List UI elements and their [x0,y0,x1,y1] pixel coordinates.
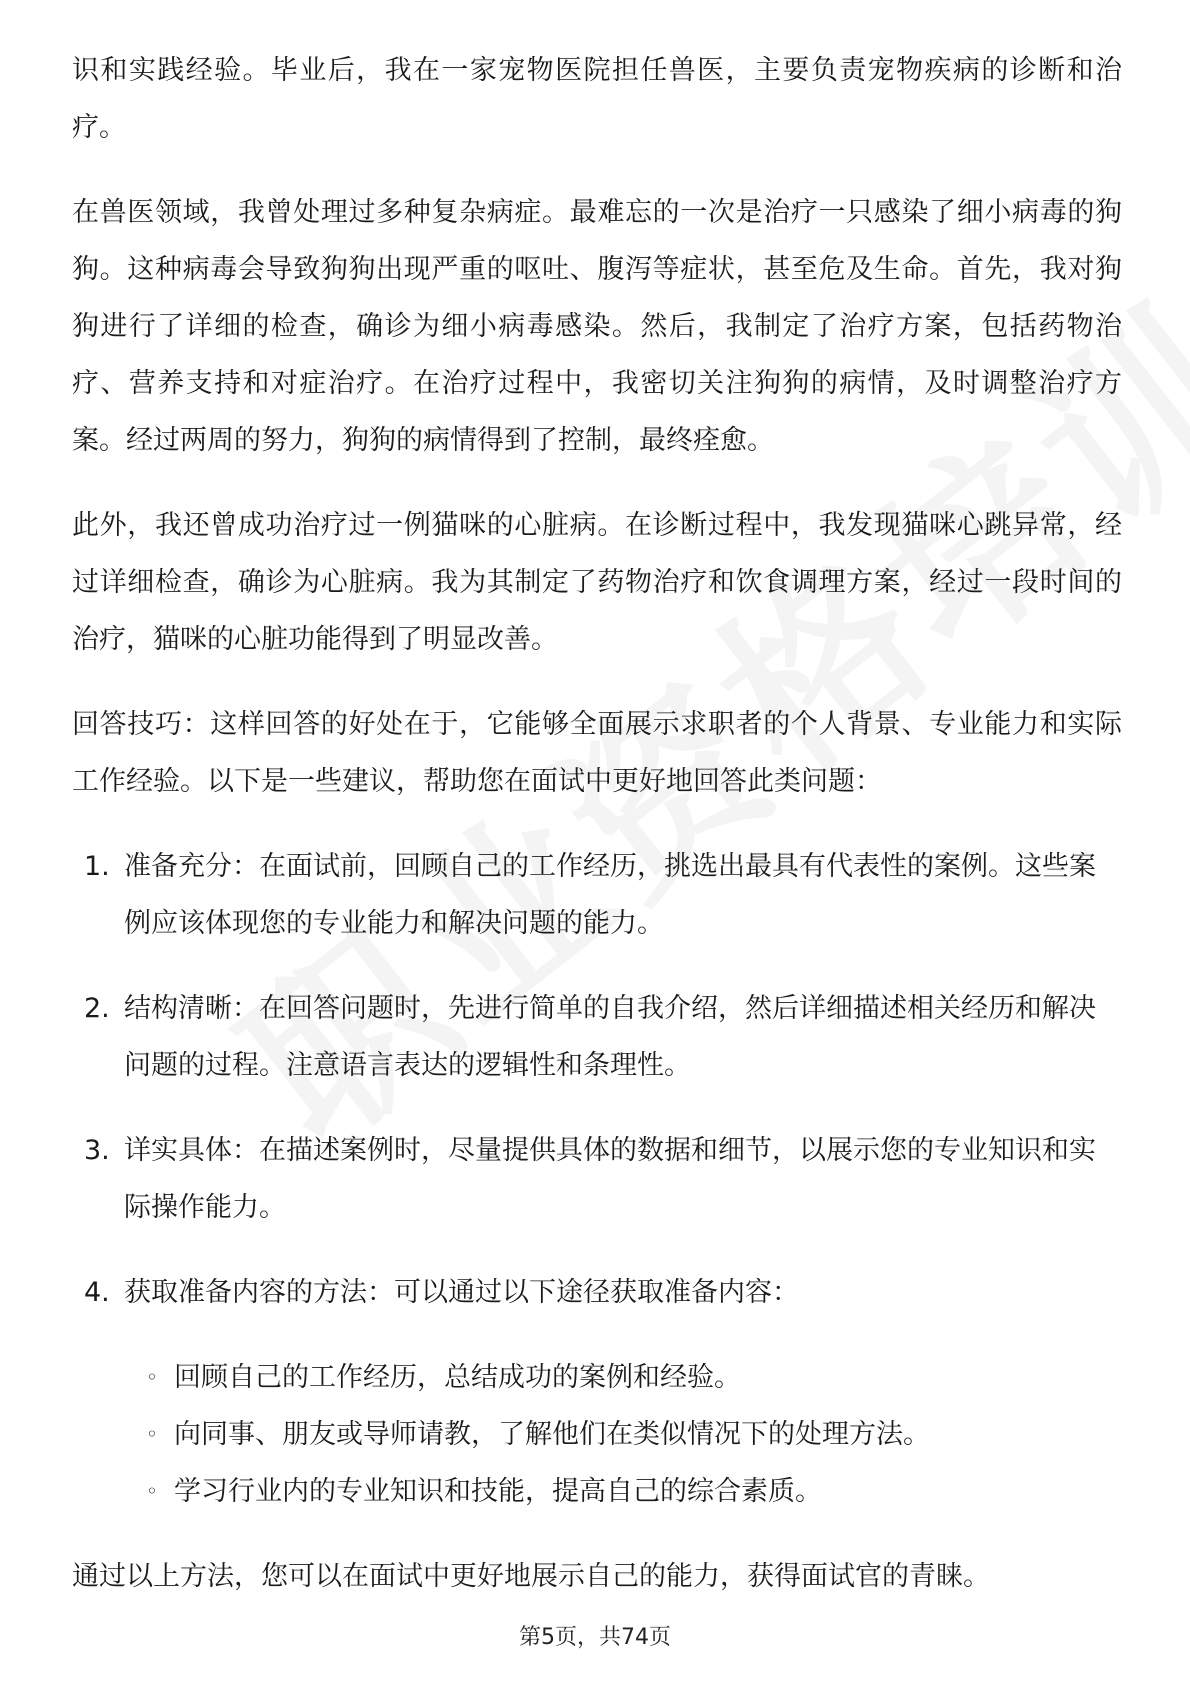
list-number: 1. [84,851,110,882]
list-number: 3. [84,1135,110,1166]
sub-list-item [146,1349,1122,1406]
list-item-text: 准备充分：在面试前，回顾自己的工作经历，挑选出最具有代表性的案例。这些案例应该体现您的专业能力和解决问题的能力。 [124,851,1096,939]
bullet-icon: ◦ [146,1422,158,1446]
list-item-text: 结构清晰：在回答问题时，先进行简单的自我介绍，然后详细描述相关经历和解决问题的过程。注意语言表达的逻辑性和条理性。 [124,993,1096,1081]
list-item [72,1264,1122,1520]
list-item [72,980,1122,1094]
sub-list-item-text: 学习行业内的专业知识和技能，提高自己的综合素质。 [174,1476,822,1507]
sub-list-item-text: 回顾自己的工作经历，总结成功的案例和经验。 [174,1362,741,1393]
document-body [72,42,1122,1632]
paragraph-closing: 通过以上方法，您可以在面试中更好地展示自己的能力，获得面试官的青睐。 [72,1561,990,1592]
bullet-icon: ◦ [146,1365,158,1389]
paragraph-dog-case: 在兽医领域，我曾处理过多种复杂病症。最难忘的一次是治疗一只感染了细小病毒的狗狗。这种病毒会导致狗狗出现严重的呕吐、腹泻等症状，甚至危及生命。首先，我对狗狗进行了详细的检查，确诊为细小病毒感染。然后，我制定了治疗方案，包括药物治疗、营养支持和对症治疗。在治疗过程中，我密切关注狗狗的病情，及时调整治疗方案。经过两周的努力，狗狗的病情得到了控制，最终痊愈。 [72,197,1122,456]
list-item-text: 获取准备内容的方法：可以通过以下途径获取准备内容： [124,1277,799,1308]
sub-list-item-text: 向同事、朋友或导师请教，了解他们在类似情况下的处理方法。 [174,1419,930,1450]
list-number: 4. [84,1277,110,1308]
page-number-footer: 第5页，共74页 [519,1625,671,1650]
paragraph-intro: 识和实践经验。毕业后，我在一家宠物医院担任兽医，主要负责宠物疾病的诊断和治疗。 [72,55,1122,143]
sub-list-item [146,1406,1122,1463]
sub-list [72,1349,1122,1520]
list-item-text: 详实具体：在描述案例时，尽量提供具体的数据和细节，以展示您的专业知识和实际操作能力。 [124,1135,1096,1223]
list-item [72,1122,1122,1236]
sub-list-item [146,1463,1122,1520]
list-item [72,838,1122,952]
paragraph-answer-tips: 回答技巧：这样回答的好处在于，它能够全面展示求职者的个人背景、专业能力和实际工作经验。以下是一些建议，帮助您在面试中更好地回答此类问题： [72,709,1122,797]
paragraph-cat-case: 此外，我还曾成功治疗过一例猫咪的心脏病。在诊断过程中，我发现猫咪心跳异常，经过详细检查，确诊为心脏病。我为其制定了药物治疗和饮食调理方案，经过一段时间的治疗，猫咪的心脏功能得到了明显改善。 [72,510,1122,655]
bullet-icon: ◦ [146,1479,158,1503]
list-number: 2. [84,993,110,1024]
tips-list [72,838,1122,1520]
